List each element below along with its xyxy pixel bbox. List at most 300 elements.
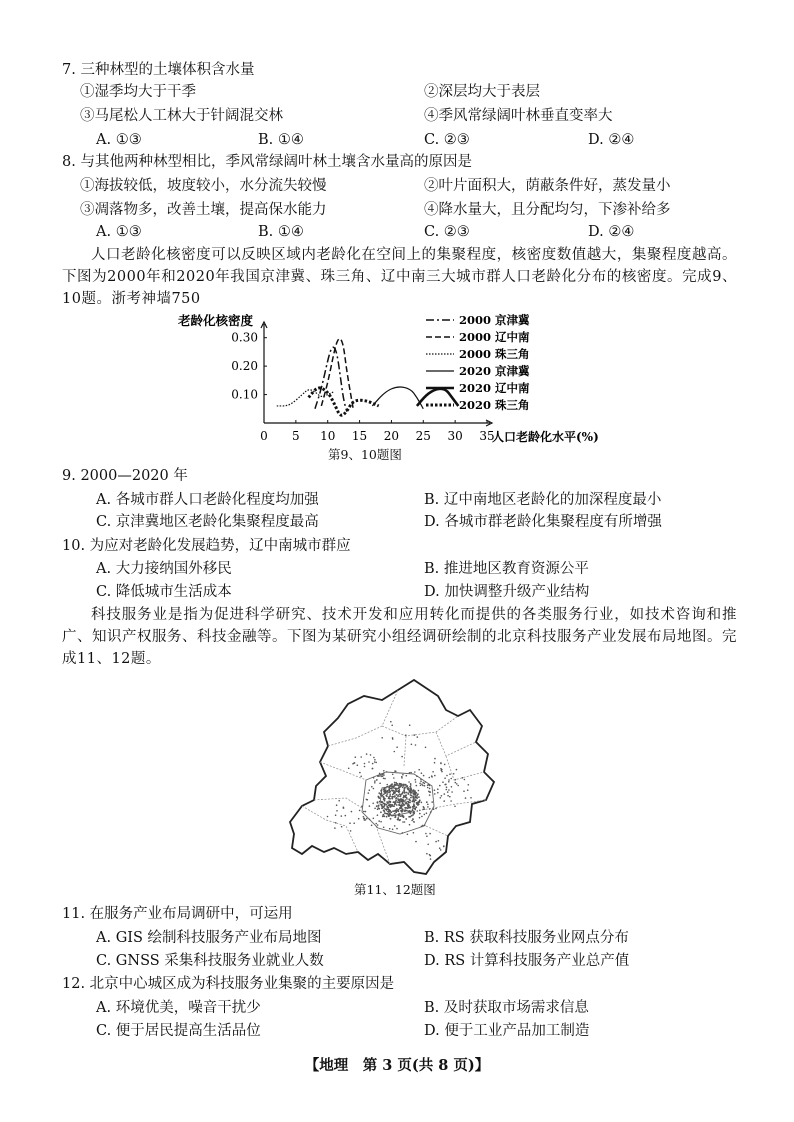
map-point (368, 761, 370, 763)
map-point (419, 817, 421, 819)
map-point (402, 810, 404, 812)
map-point (463, 790, 465, 792)
map-point (382, 806, 384, 808)
map-point (377, 802, 379, 804)
map-point (382, 816, 384, 818)
map-point (393, 796, 395, 798)
chart-ticks (231, 331, 494, 443)
map-point (341, 826, 343, 828)
map-point (394, 825, 396, 827)
map-point (376, 805, 378, 807)
map-point (359, 772, 361, 774)
map-point (405, 807, 407, 809)
map-point (437, 792, 439, 794)
map-point (394, 791, 396, 793)
map-point (411, 744, 413, 746)
map-point (451, 786, 453, 788)
map-point (327, 816, 329, 818)
map-point (402, 815, 404, 817)
map-point (406, 798, 408, 800)
map-point (405, 794, 407, 796)
map-point (448, 781, 450, 783)
map-point (392, 814, 394, 816)
map-point (378, 796, 380, 798)
map-point (424, 808, 426, 810)
map-point (435, 841, 437, 843)
map-point (390, 818, 392, 820)
map-point (412, 814, 414, 816)
map-point (462, 777, 464, 779)
map-point (414, 794, 416, 796)
map-point (412, 790, 414, 792)
map-caption: 第11、12题图 (354, 882, 436, 897)
x-tick-label: 25 (415, 429, 431, 443)
q11-option-c: C. GNSS 采集科技服务业就业人数 (96, 953, 324, 969)
q8-statement-3: ③凋落物多，改善土壤，提高保水能力 (80, 202, 327, 218)
map-point (387, 807, 389, 809)
x-tick-label: 30 (447, 429, 463, 443)
map-point (408, 781, 410, 783)
map-point (394, 804, 396, 806)
map-point (336, 804, 338, 806)
map-point (444, 764, 446, 766)
q8-statement-1: ①海拔较低，坡度较小，水分流失较慢 (80, 178, 327, 194)
map-point (396, 804, 398, 806)
map-point (399, 819, 401, 821)
map-point (450, 778, 452, 780)
map-point (396, 828, 398, 830)
q11-option-b: B. RS 获取科技服务业网点分布 (424, 930, 629, 946)
map-point (453, 773, 455, 775)
map-point (366, 753, 368, 755)
map-point (416, 795, 418, 797)
map-point (373, 757, 375, 759)
map-point (423, 775, 425, 777)
map-point (393, 777, 395, 779)
map-point (396, 794, 398, 796)
map-point (392, 810, 394, 812)
map-point (369, 819, 371, 821)
map-point (398, 809, 400, 811)
map-point (440, 797, 442, 799)
map-point (408, 807, 410, 809)
series-line-2 (321, 339, 353, 409)
map-point (447, 791, 449, 793)
map-point (392, 805, 394, 807)
map-point (359, 810, 361, 812)
q7-stem: 7. 三种林型的土壤体积含水量 (62, 62, 255, 78)
map-point (394, 782, 396, 784)
chart-xlabel: 人口老龄化水平(%) (492, 430, 599, 444)
map-point (402, 808, 404, 810)
x-tick-label: 20 (383, 429, 400, 443)
map-point (393, 802, 395, 804)
map-point (378, 805, 380, 807)
legend-label-1: 2000 京津冀 (459, 313, 530, 327)
q8-statement-2: ②叶片面积大，荫蔽条件好，蒸发量小 (424, 178, 671, 194)
map-point (427, 806, 429, 808)
map-point (421, 772, 423, 774)
map-point (449, 773, 451, 775)
map-point (416, 775, 418, 777)
map-point (422, 825, 424, 827)
map-point (374, 808, 376, 810)
map-point (390, 814, 392, 816)
map-point (380, 821, 382, 823)
map-point (394, 816, 396, 818)
q12-stem: 12. 北京中心城区成为科技服务业集聚的主要原因是 (62, 976, 395, 992)
map-point (429, 788, 431, 790)
map-point (439, 847, 441, 849)
map-point (444, 784, 446, 786)
map-point (372, 763, 374, 765)
map-point (404, 796, 406, 798)
map-point (381, 795, 383, 797)
map-point (410, 810, 412, 812)
map-point (395, 771, 397, 773)
map-point (394, 810, 396, 812)
map-point (405, 734, 407, 736)
q9-stem: 9. 2000—2020 年 (62, 468, 188, 484)
map-point (400, 798, 402, 800)
map-point (412, 806, 414, 808)
map-point (350, 830, 352, 832)
map-point (402, 786, 404, 788)
map-point (426, 812, 428, 814)
map-point (430, 855, 432, 857)
map-point (378, 820, 380, 822)
map-point (470, 797, 472, 799)
map-point (396, 783, 398, 785)
map-point (383, 815, 385, 817)
map-point (413, 821, 415, 823)
q12-option-c: C. 便于居民提高生活品位 (96, 1023, 261, 1039)
map-point (455, 782, 457, 784)
legend-label-4: 2020 京津冀 (459, 364, 530, 378)
map-point (380, 774, 382, 776)
map-point (446, 789, 448, 791)
chart-caption: 第9、10题图 (328, 447, 402, 462)
x-tick-label: 0 (260, 429, 268, 443)
map-point (386, 801, 388, 803)
q7-statement-4: ④季风常绿阔叶林垂直变率大 (424, 108, 613, 124)
map-point (430, 811, 432, 813)
map-point (381, 737, 383, 739)
series-line-6 (309, 388, 379, 415)
map-point (399, 804, 401, 806)
map-point (394, 751, 396, 753)
map-point (368, 792, 370, 794)
map-point (435, 808, 437, 810)
map-point (396, 788, 398, 790)
map-point (456, 769, 458, 771)
map-point (384, 787, 386, 789)
map-point (443, 845, 445, 847)
map-point (427, 784, 429, 786)
map-point (399, 793, 401, 795)
map-point (393, 785, 395, 787)
map-point (402, 804, 404, 806)
map-point (373, 788, 375, 790)
map-point (377, 814, 379, 816)
map-point (392, 829, 394, 831)
map-point (380, 793, 382, 795)
map-point (446, 786, 448, 788)
map-point (444, 793, 446, 795)
map-point (395, 814, 397, 816)
map-point (450, 800, 452, 802)
map-point (345, 815, 347, 817)
map-point (404, 810, 406, 812)
map-point (372, 768, 374, 770)
q7-statement-1: ①湿季均大于干季 (80, 84, 196, 100)
map-point (410, 813, 412, 815)
map-point (355, 756, 357, 758)
map-point (456, 783, 458, 785)
map-point (409, 800, 411, 802)
map-point (386, 791, 388, 793)
map-point (409, 802, 411, 804)
map-point (391, 797, 393, 799)
map-point (400, 785, 402, 787)
map-point (412, 797, 414, 799)
map-point (335, 814, 337, 816)
map-point (409, 790, 411, 792)
q9-option-c: C. 京津冀地区老龄化集聚程度最高 (96, 514, 319, 530)
map-point (438, 840, 440, 842)
map-point (413, 807, 415, 809)
q12-option-a: A. 环境优美，噪音干扰少 (96, 1000, 261, 1016)
map-point (385, 808, 387, 810)
x-tick-label: 10 (320, 429, 336, 443)
map-point (360, 776, 362, 778)
map-point (374, 759, 376, 761)
map-point (415, 781, 417, 783)
map-point (336, 810, 338, 812)
map-point (381, 804, 383, 806)
map-point (432, 771, 434, 773)
map-point (410, 772, 412, 774)
q8-stem: 8. 与其他两种林型相比，季风常绿阔叶林土壤含水量高的原因是 (62, 154, 472, 170)
map-point (434, 762, 436, 764)
q8-statement-4: ④降水量大，且分配均匀，下渗补给多 (424, 202, 671, 218)
map-point (451, 791, 453, 793)
map-point (430, 858, 432, 860)
map-point (449, 796, 451, 798)
map-point (392, 790, 394, 792)
q7-option-b: B. ①④ (258, 132, 304, 148)
map-point (396, 808, 398, 810)
map-point (386, 786, 388, 788)
map-point (390, 805, 392, 807)
map-point (407, 788, 409, 790)
map-point (370, 754, 372, 756)
map-point (373, 777, 375, 779)
map-point (374, 780, 376, 782)
map-point (385, 795, 387, 797)
map-point (394, 784, 396, 786)
map-point (443, 800, 445, 802)
map-point (348, 768, 350, 770)
q7-option-c: C. ②③ (424, 132, 470, 148)
map-point (404, 792, 406, 794)
q8-option-d: D. ②④ (588, 224, 635, 240)
map-point (398, 787, 400, 789)
map-point (427, 804, 429, 806)
map-point (403, 789, 405, 791)
map-point (420, 779, 422, 781)
map-point (426, 801, 428, 803)
map-point (413, 811, 415, 813)
map-point (418, 796, 420, 798)
page-footer: 【地理 第 3 页(共 8 页)】 (304, 1057, 490, 1074)
map-point (427, 844, 429, 846)
map-point (373, 818, 375, 820)
map-point (361, 806, 363, 808)
map-point (417, 793, 419, 795)
map-point (427, 787, 429, 789)
map-point (381, 801, 383, 803)
map-point (446, 775, 448, 777)
map-point (420, 785, 422, 787)
map-point (338, 800, 340, 802)
map-point (335, 822, 337, 824)
map-point (414, 771, 416, 773)
map-point (398, 791, 400, 793)
map-point (413, 832, 415, 834)
map-point (371, 786, 373, 788)
map-point (413, 804, 415, 806)
map-point (381, 789, 383, 791)
map-point (431, 775, 433, 777)
map-point (364, 818, 366, 820)
map-point (395, 801, 397, 803)
map-point (433, 808, 435, 810)
map-point (364, 766, 366, 768)
map-point (408, 804, 410, 806)
q9-option-b: B. 辽中南地区老龄化的加深程度最小 (424, 492, 662, 508)
q11-option-a: A. GIS 绘制科技服务产业布局地图 (96, 930, 322, 946)
map-point (439, 785, 441, 787)
map-point (412, 819, 414, 821)
x-tick-label: 35 (479, 429, 495, 443)
map-point (409, 824, 411, 826)
map-point (407, 792, 409, 794)
map-point (386, 816, 388, 818)
y-tick-label: 0.10 (231, 387, 258, 402)
map-point (398, 785, 400, 787)
map-point (440, 849, 442, 851)
map-point (424, 814, 426, 816)
map-point (416, 785, 418, 787)
map-point (448, 779, 450, 781)
map-point (406, 786, 408, 788)
map-point (434, 758, 436, 760)
map-point (398, 815, 400, 817)
map-point (407, 834, 409, 836)
map-point (429, 791, 431, 793)
map-point (383, 810, 385, 812)
map-point (389, 828, 391, 830)
map-point (417, 810, 419, 812)
map-point (383, 803, 385, 805)
map-point (383, 798, 385, 800)
map-point (371, 825, 373, 827)
q8-option-a: A. ①③ (96, 224, 142, 240)
map-point (454, 806, 456, 808)
map-point (388, 798, 390, 800)
map-point (357, 764, 359, 766)
map-point (426, 835, 428, 837)
map-point (424, 825, 426, 827)
map-point (383, 770, 385, 772)
map-point (383, 778, 385, 780)
map-point (416, 803, 418, 805)
map-point (409, 724, 411, 726)
map-point (419, 799, 421, 801)
map-point (411, 795, 413, 797)
map-point (406, 810, 408, 812)
map-point (374, 782, 376, 784)
map-point (360, 756, 362, 758)
map-point (429, 794, 431, 796)
map-point (424, 783, 426, 785)
map-point (377, 809, 379, 811)
map-point (415, 792, 417, 794)
aging-kernel-density-chart (170, 312, 599, 460)
map-point (383, 790, 385, 792)
map-point (366, 818, 368, 820)
map-point (410, 784, 412, 786)
map-point (457, 785, 459, 787)
map-point (403, 785, 405, 787)
q10-option-a: A. 大力接纳国外移民 (96, 561, 232, 577)
map-point (465, 797, 467, 799)
map-point (405, 784, 407, 786)
map-point (424, 785, 426, 787)
map-point (384, 778, 386, 780)
map-point (378, 792, 380, 794)
map-point (389, 785, 391, 787)
map-point (397, 819, 399, 821)
map-point (383, 827, 385, 829)
map-point (377, 824, 379, 826)
map-point (341, 815, 343, 817)
legend-label-5: 2020 辽中南 (459, 381, 530, 395)
map-point (369, 789, 371, 791)
map-point (415, 799, 417, 801)
x-tick-label: 15 (351, 429, 368, 443)
map-point (442, 781, 444, 783)
beijing-boundary (290, 680, 494, 874)
intro-paragraph-9-10: 人口老龄化核密度可以反映区域内老龄化在空间上的集聚程度，核密度数值越大，集聚程度越高。下图为2000年和2020年我国京津冀、珠三角、辽中南三大城市群人口老龄化分布的核密度。完成9、10题。浙考神墙750 (62, 247, 737, 307)
map-point (404, 821, 406, 823)
map-point (391, 784, 393, 786)
map-point (378, 775, 380, 777)
map-point (467, 789, 469, 791)
map-point (408, 816, 410, 818)
series-line-4 (372, 387, 423, 409)
map-point (421, 816, 423, 818)
map-point (455, 779, 457, 781)
map-point (364, 763, 366, 765)
map-point (402, 791, 404, 793)
x-tick-label: 5 (292, 429, 300, 443)
map-point (419, 783, 421, 785)
map-point (429, 808, 431, 810)
map-point (411, 791, 413, 793)
map-point (444, 777, 446, 779)
